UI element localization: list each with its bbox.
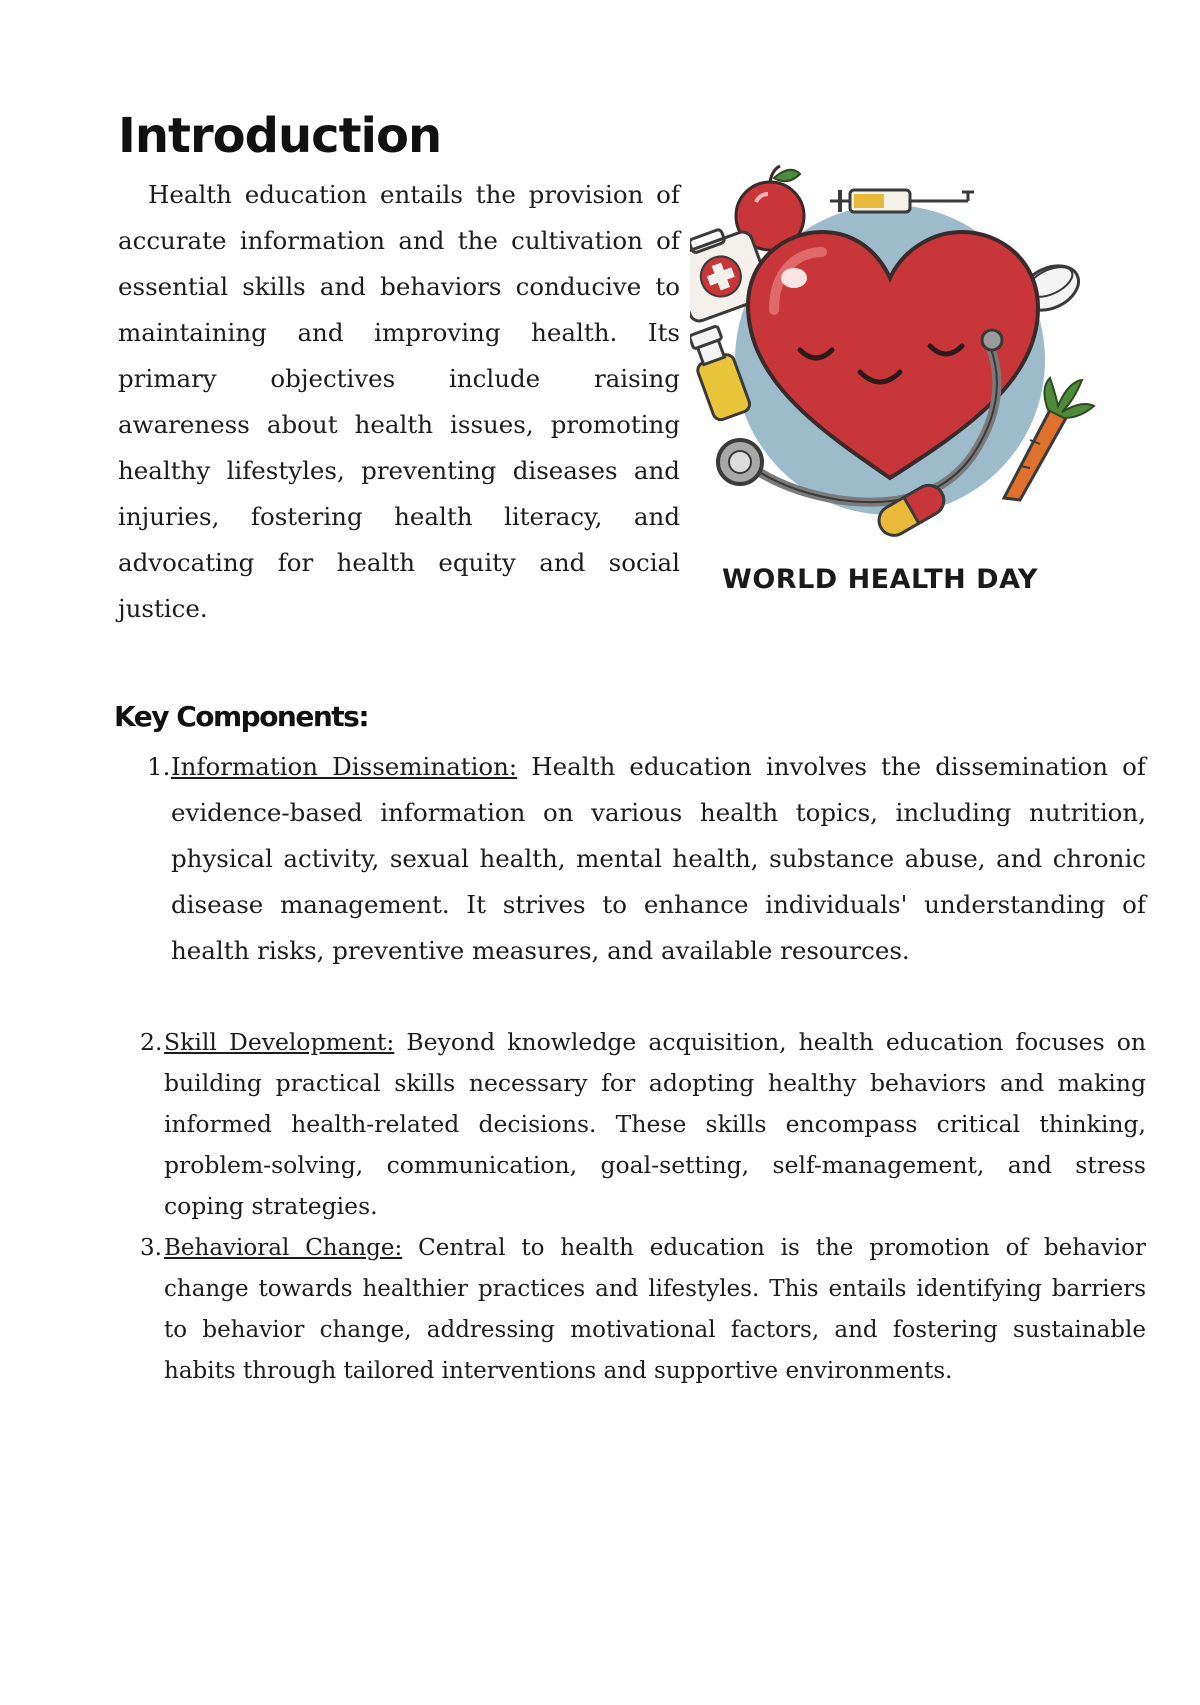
list-number: 2. [140,1028,163,1056]
component-item-behavioral-change [140,1228,1146,1392]
heart-illustration-icon [690,160,1100,600]
component-text: Beyond knowledge acquisition, health education focuses on building practical skills necessary for adopting healthy behaviors and making informed health-related decisions. These skills encompass critical thinking, problem-solving, communication, goal-setting, self-management, and stress coping strategies. [164,1028,1146,1220]
list-number: 1. [147,752,171,781]
key-components-heading: Key Components: [114,700,369,733]
component-term: Skill Development: [164,1028,395,1056]
component-term: Information Dissemination: [171,752,518,781]
introduction-paragraph: Health education entails the provision of accurate information and the cultivation of essential skills and behaviors conducive to maintaining and improving health. Its primary objectives include raising awareness about health issues, promoting healthy lifestyles, preventing diseases and injuries, fostering health literacy, and advocating for health equity and social justice. [118,180,680,623]
component-text: Health education involves the dissemination of evidence-based information on various health topics, including nutrition, physical activity, sexual health, mental health, substance abuse, and chronic disease management. It strives to enhance individuals' understanding of health risks, preventive measures, and available resources. [171,752,1146,965]
component-item-information-dissemination [147,744,1146,974]
world-health-day-illustration [690,160,1100,600]
introduction-title: Introduction [118,108,442,164]
component-text: Central to health education is the promotion of behavior change towards healthier practices and lifestyles. This entails identifying barriers to behavior change, addressing motivational factors, and fostering sustainable habits through tailored interventions and supportive environments. [164,1235,1146,1384]
illustration-caption: WORLD HEALTH DAY [722,564,1038,595]
list-number: 3. [140,1235,162,1261]
component-item-skill-development [140,1022,1146,1227]
syringe-icon [830,190,974,212]
component-term: Behavioral Change: [164,1235,403,1261]
